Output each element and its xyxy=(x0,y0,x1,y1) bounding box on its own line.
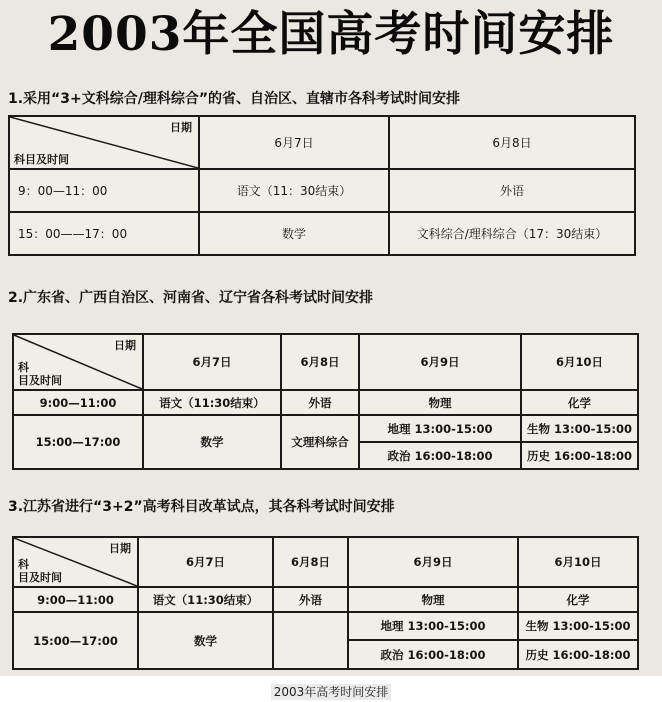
schedule-table-1 xyxy=(8,115,636,256)
corner-date-label: 日期 xyxy=(109,542,131,555)
subject-cell: 政治 16:00-18:00 xyxy=(348,640,518,669)
subject-cell: 语文（11:30结束） xyxy=(138,587,273,612)
corner-date-label: 日期 xyxy=(170,121,192,134)
section-3-heading: 3.江苏省进行“3+2”高考科目改革试点，其各科考试时间安排 xyxy=(8,499,395,515)
subject-cell: 数学 xyxy=(138,612,273,669)
date-header: 6月9日 xyxy=(359,334,521,390)
date-header: 6月10日 xyxy=(518,537,638,587)
image-caption: 2003年高考时间安排 xyxy=(0,683,662,700)
time-cell: 9:00—11:00 xyxy=(13,587,138,612)
subject-cell: 文理科综合 xyxy=(281,415,359,469)
subject-cell: 历史 16:00-18:00 xyxy=(518,640,638,669)
subject-cell: 物理 xyxy=(359,390,521,415)
subject-cell: 地理 13:00-15:00 xyxy=(348,612,518,640)
page-title: 2003年全国高考时间安排 xyxy=(47,7,615,62)
subject-cell: 文科综合/理科综合（17：30结束） xyxy=(389,212,635,255)
corner-header-cell xyxy=(9,116,199,169)
empty-cell xyxy=(273,612,348,669)
date-header: 6月9日 xyxy=(348,537,518,587)
subject-cell: 物理 xyxy=(348,587,518,612)
corner-header-cell xyxy=(13,537,138,587)
time-cell: 9:00—11:00 xyxy=(13,390,143,415)
time-cell: 9：00—11：00 xyxy=(9,169,199,212)
subject-cell: 语文（11:30结束） xyxy=(143,390,281,415)
date-header: 6月8日 xyxy=(281,334,359,390)
corner-subject-label: 科目及时间 xyxy=(14,153,69,166)
subject-cell: 语文（11：30结束） xyxy=(199,169,389,212)
time-cell: 15：00——17：00 xyxy=(9,212,199,255)
subject-cell: 数学 xyxy=(199,212,389,255)
date-header: 6月7日 xyxy=(199,116,389,169)
date-header: 6月8日 xyxy=(389,116,635,169)
time-cell: 15:00—17:00 xyxy=(13,415,143,469)
subject-cell: 生物 13:00-15:00 xyxy=(518,612,638,640)
section-1-heading: 1.采用“3+文科综合/理科综合”的省、自治区、直辖市各科考试时间安排 xyxy=(8,91,461,107)
subject-cell: 政治 16:00-18:00 xyxy=(359,442,521,469)
date-header: 6月7日 xyxy=(138,537,273,587)
corner-date-label: 日期 xyxy=(114,339,136,352)
date-header: 6月8日 xyxy=(273,537,348,587)
subject-cell: 化学 xyxy=(521,390,638,415)
date-header: 6月7日 xyxy=(143,334,281,390)
corner-header-cell xyxy=(13,334,143,390)
corner-subject-label: 科 目及时间 xyxy=(18,361,62,387)
section-2-heading: 2.广东省、广西自治区、河南省、辽宁省各科考试时间安排 xyxy=(8,290,374,306)
subject-cell: 外语 xyxy=(389,169,635,212)
date-header: 6月10日 xyxy=(521,334,638,390)
schedule-table-2 xyxy=(12,333,639,470)
subject-cell: 外语 xyxy=(281,390,359,415)
subject-cell: 历史 16:00-18:00 xyxy=(521,442,638,469)
subject-cell: 化学 xyxy=(518,587,638,612)
corner-subject-label: 科 目及时间 xyxy=(18,558,62,584)
subject-cell: 生物 13:00-15:00 xyxy=(521,415,638,442)
subject-cell: 数学 xyxy=(143,415,281,469)
subject-cell: 地理 13:00-15:00 xyxy=(359,415,521,442)
schedule-table-3 xyxy=(12,536,639,670)
subject-cell: 外语 xyxy=(273,587,348,612)
time-cell: 15:00—17:00 xyxy=(13,612,138,669)
